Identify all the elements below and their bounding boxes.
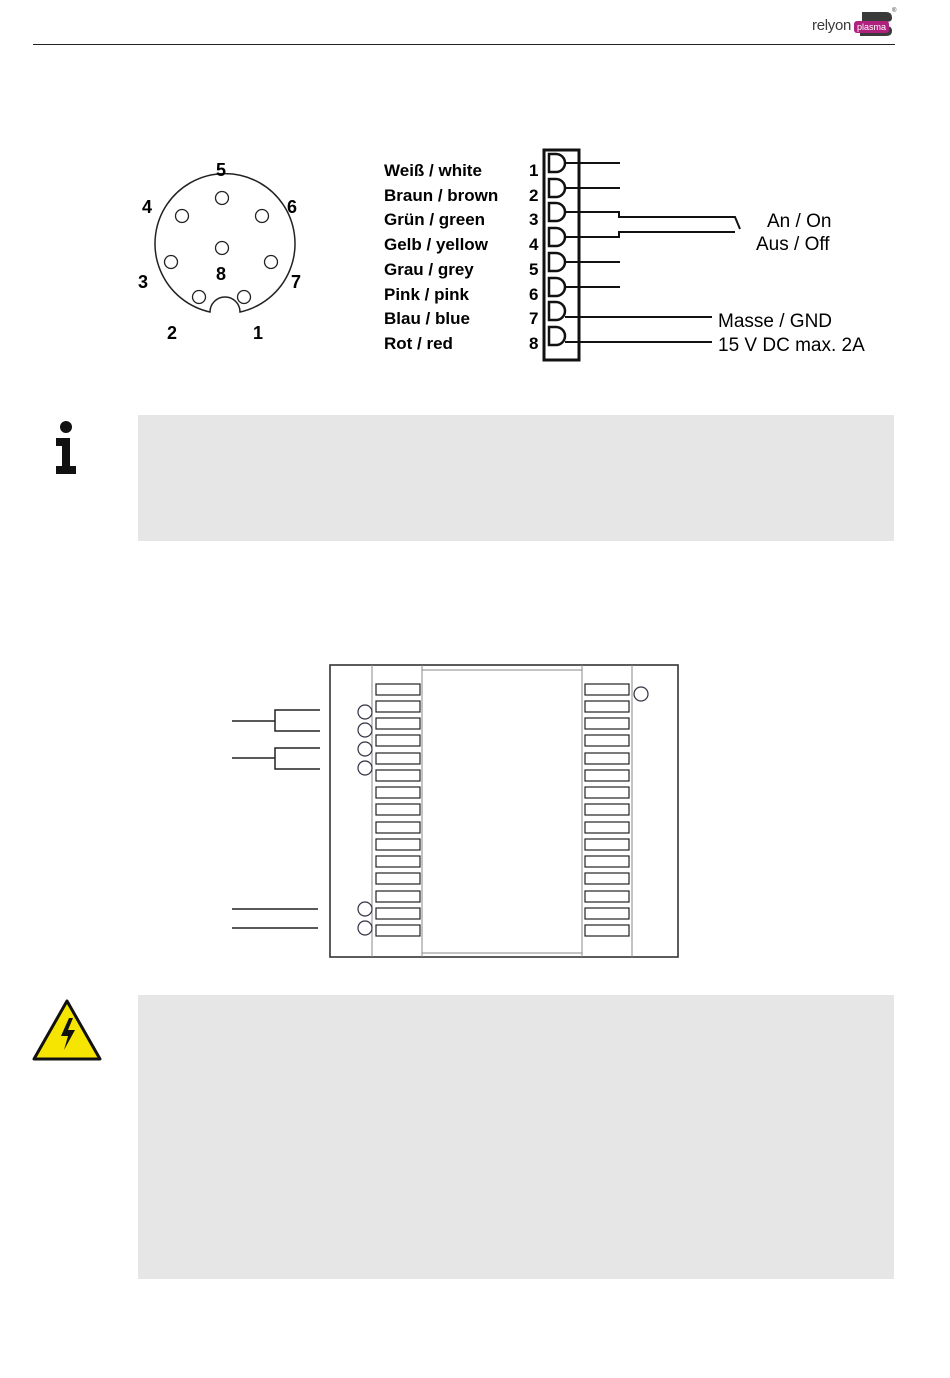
wire-color-label: Braun / brown (384, 186, 499, 205)
wire-pin-number: 7 (529, 309, 539, 328)
switch-off-label: Aus / Off (756, 234, 830, 255)
wire-pin-number: 2 (529, 186, 539, 205)
wire-color-label: Pink / pink (384, 285, 470, 304)
pin-label-7: 7 (291, 272, 302, 292)
logo-registered-mark: ® (892, 8, 897, 14)
wire-color-label: Blau / blue (384, 309, 470, 328)
wire-color-label: Rot / red (384, 334, 453, 353)
wire-pin-number: 1 (529, 161, 539, 180)
wiring-table (380, 145, 900, 365)
pin-label-1: 1 (253, 323, 264, 343)
high-voltage-warning-icon (31, 998, 103, 1062)
pin-label-4: 4 (142, 197, 153, 217)
ground-label: Masse / GND (718, 311, 833, 332)
wire-color-label: Grün / green (384, 210, 486, 229)
supply-voltage-label: 15 V DC max. 2A (718, 335, 865, 356)
info-note-box (138, 415, 894, 541)
info-icon (52, 420, 80, 476)
logo-text: relyon (812, 17, 852, 34)
warning-note-box (138, 995, 894, 1279)
wire-pin-number: 5 (529, 260, 539, 279)
terminal-block-diagram (380, 145, 900, 365)
wire-pin-number: 8 (529, 334, 539, 353)
wire-pin-number: 6 (529, 285, 539, 304)
header-rule (33, 44, 895, 45)
switch-on-label: An / On (767, 211, 832, 232)
wire-color-label: Gelb / yellow (384, 235, 488, 254)
relyon-plasma-logo (812, 8, 897, 38)
wire-color-label: Weiß / white (384, 161, 482, 180)
pin-label-2: 2 (167, 323, 178, 343)
logo-badge: plasma (854, 21, 889, 33)
terminal-module-diagram (220, 660, 690, 965)
wire-color-label: Grau / grey (384, 260, 474, 279)
pin-label-6: 6 (287, 197, 298, 217)
pin-label-8: 8 (216, 264, 227, 284)
pin-label-5: 5 (216, 160, 227, 180)
pin-label-3: 3 (138, 272, 149, 292)
wire-pin-number: 4 (529, 235, 539, 254)
wire-pin-number: 3 (529, 210, 539, 229)
connector-pinout-diagram (130, 150, 310, 350)
